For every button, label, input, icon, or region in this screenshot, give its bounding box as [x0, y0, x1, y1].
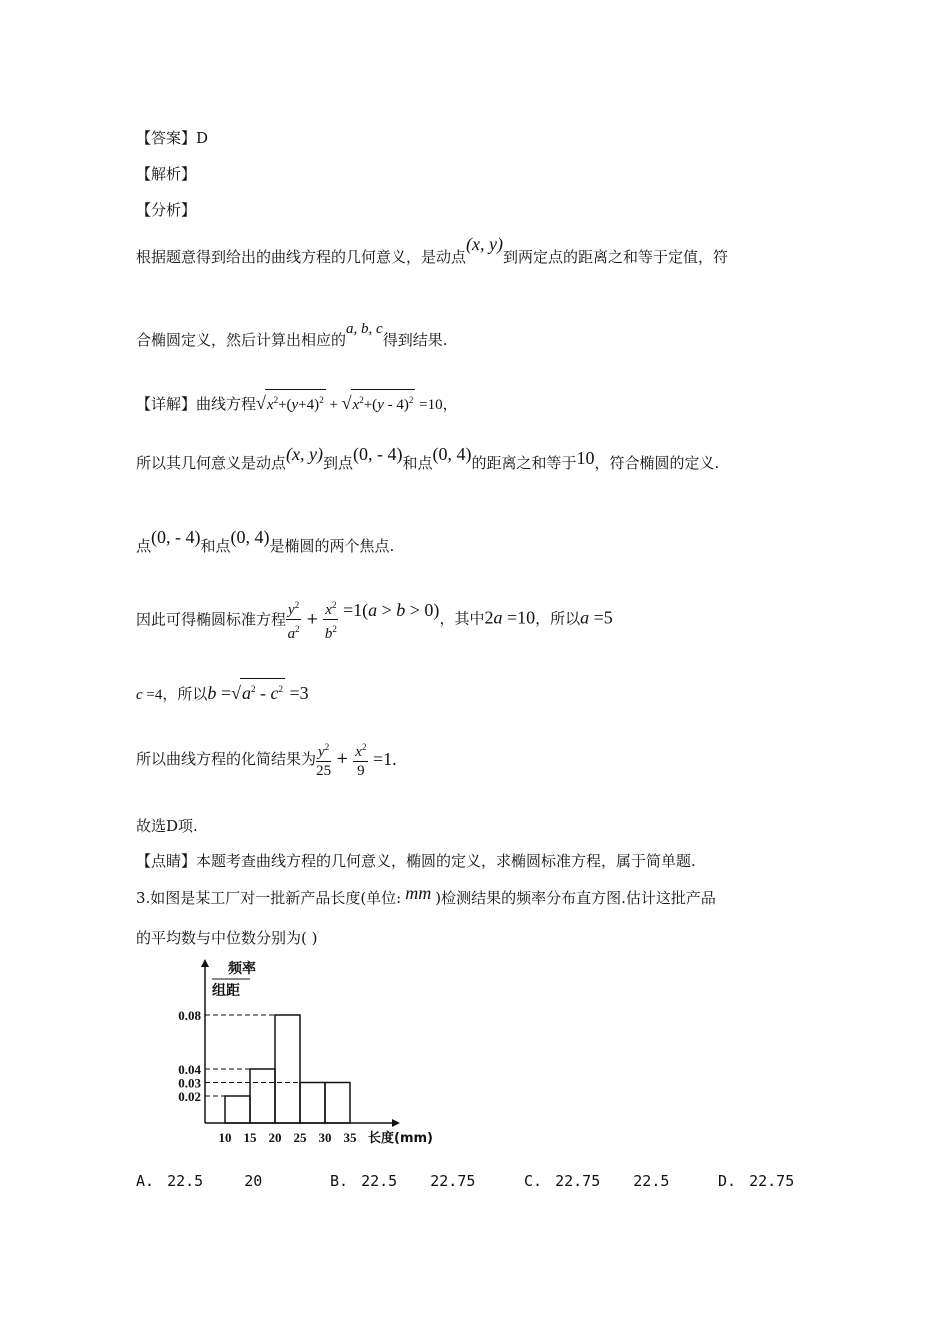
frac-x2-9: $\frac{x^2}{9}$ — [353, 738, 368, 780]
math-eq-1: =1. — [368, 749, 397, 769]
meaning-text: 和点 — [402, 454, 433, 472]
condition: =1(a > b > 0) — [338, 599, 440, 620]
meaning-text: 到点 — [322, 454, 353, 472]
std-text: ，其中 — [439, 609, 485, 628]
foci-text: 是椭圆的两个焦点. — [269, 537, 395, 555]
y-tick-label: 0.02 — [178, 1089, 201, 1104]
std-text: 因此可得椭圆标准方程 — [136, 610, 287, 629]
option-value: 22.5 — [167, 1172, 204, 1190]
analysis-text: 合椭圆定义，然后计算出相应的 — [136, 331, 347, 349]
histogram-bar — [250, 1069, 275, 1123]
c-line — [136, 678, 309, 705]
analysis-line-2 — [136, 321, 448, 351]
analysis-text: 根据题意得到给出的曲线方程的几何意义，是动点 — [136, 248, 467, 266]
detail-label: 【详解】曲线方程 — [136, 395, 257, 413]
y-tick-label: 0.04 — [178, 1062, 201, 1077]
x-tick-label: 35 — [343, 1130, 357, 1145]
meaning-text: 的距离之和等于 — [471, 454, 577, 472]
math-point-0-4: (0, 4) — [432, 444, 472, 464]
x-tick-label: 20 — [268, 1130, 282, 1145]
x-axis-arrow — [392, 1119, 400, 1127]
option-d[interactable] — [718, 1172, 798, 1190]
answer-line: 【答案】D — [136, 129, 209, 147]
math-c4: c =4 — [136, 687, 163, 703]
histogram-chart — [160, 955, 450, 1150]
option-value: 20 — [244, 1172, 263, 1190]
histogram-bar — [300, 1083, 325, 1124]
jiexi-heading: 【解析】 — [136, 165, 197, 183]
option-value: 22.75 — [430, 1172, 476, 1190]
dianjing-line: 【点睛】本题考查曲线方程的几何意义，椭圆的定义，求椭圆标准方程，属于简单题. — [136, 852, 696, 870]
curve-equation: $√x^2+(y+4)^2 + √x^2+(y - 4)^2 =10$ — [256, 397, 443, 413]
meaning-text: ，符合椭圆的定义. — [594, 454, 720, 472]
question-3-line-2: 的平均数与中位数分别为( ) — [136, 929, 318, 947]
fenxi-heading: 【分析】 — [136, 201, 197, 219]
math-point-0-neg4: (0, - 4) — [353, 444, 403, 464]
math-a5: a =5 — [580, 607, 613, 628]
frac-x2-b2: $\frac{x^2}{b^2}$ — [323, 596, 338, 643]
meaning-line — [136, 444, 720, 473]
q3-text: 3.如图是某工厂对一批新产品长度(单位: — [136, 889, 402, 907]
math-point-0-4: (0, 4) — [230, 527, 270, 547]
detail-line — [136, 389, 458, 415]
y-tick-label: 0.03 — [178, 1075, 201, 1091]
x-tick-label: 25 — [293, 1130, 307, 1145]
analysis-text: 得到结果. — [382, 331, 448, 349]
option-a[interactable] — [136, 1172, 266, 1190]
std-text: ，所以 — [535, 609, 581, 628]
x-axis-label: 长度(mm) — [368, 1131, 433, 1146]
c-text: ，所以 — [162, 685, 208, 703]
option-label: C. — [524, 1172, 543, 1190]
analysis-text: 到两定点的距离之和等于定值，符 — [502, 248, 728, 266]
y-tick-label: 0.08 — [178, 1008, 201, 1023]
math-10: 10 — [576, 448, 595, 468]
option-c[interactable] — [524, 1172, 673, 1190]
y-axis-label-bottom: 组距 — [212, 983, 240, 999]
choose-line: 故选D项. — [136, 817, 198, 835]
option-label: D. — [718, 1172, 737, 1190]
math-abc: a, b, c — [346, 321, 383, 337]
histogram-bar — [325, 1083, 350, 1124]
option-label: B. — [330, 1172, 349, 1190]
question-3-line-1 — [136, 883, 716, 908]
x-tick-label: 15 — [243, 1130, 257, 1145]
foci-text: 点 — [136, 537, 152, 555]
option-b[interactable] — [330, 1172, 479, 1190]
option-value: 22.75 — [749, 1172, 795, 1190]
math-point-xy: (x, y) — [466, 234, 503, 254]
histogram-bar — [275, 1015, 300, 1123]
x-tick-label: 10 — [218, 1130, 232, 1145]
frac-y2-a2: $\frac{y^2}{a^2}$ — [286, 596, 301, 643]
math-b-eq: $b =√a^2 - c^2 =3$ — [207, 683, 308, 703]
option-label: A. — [136, 1172, 155, 1190]
foci-text: 和点 — [200, 537, 231, 555]
y-axis-arrow — [201, 959, 209, 967]
math-2a: 2a =10 — [484, 607, 536, 628]
x-tick-label: 30 — [318, 1130, 332, 1145]
result-line: 所以曲线方程的化简结果为 $\frac{y^2}{25}$ + $\frac{x^2}{9}$ =1. — [136, 738, 397, 780]
math-point-xy: (x, y) — [286, 444, 323, 464]
frac-y2-25: $\frac{y^2}{25}$ — [316, 738, 331, 780]
result-text: 所以曲线方程的化简结果为 — [136, 750, 317, 768]
option-value: 22.75 — [555, 1172, 601, 1190]
unit-mm: mm — [405, 883, 432, 903]
analysis-line-1 — [136, 234, 728, 267]
histogram-bar — [225, 1096, 250, 1123]
option-value: 22.5 — [361, 1172, 398, 1190]
option-value: 22.5 — [633, 1172, 670, 1190]
standard-eq-line: 因此可得椭圆标准方程 $\frac{y^2}{a^2}$ + $\frac{x^2}{b^2}$ =1(a > b > 0)，其中2a =10，所以a =5 — [136, 596, 613, 643]
meaning-text: 所以其几何意义是动点 — [136, 454, 287, 472]
comma: ， — [442, 395, 458, 413]
y-axis-label-top: 频率 — [228, 961, 256, 977]
math-point-0-neg4: (0, - 4) — [151, 527, 201, 547]
q3-text: )检测结果的频率分布直方图.估计这批产品 — [435, 889, 716, 907]
foci-line — [136, 527, 395, 556]
